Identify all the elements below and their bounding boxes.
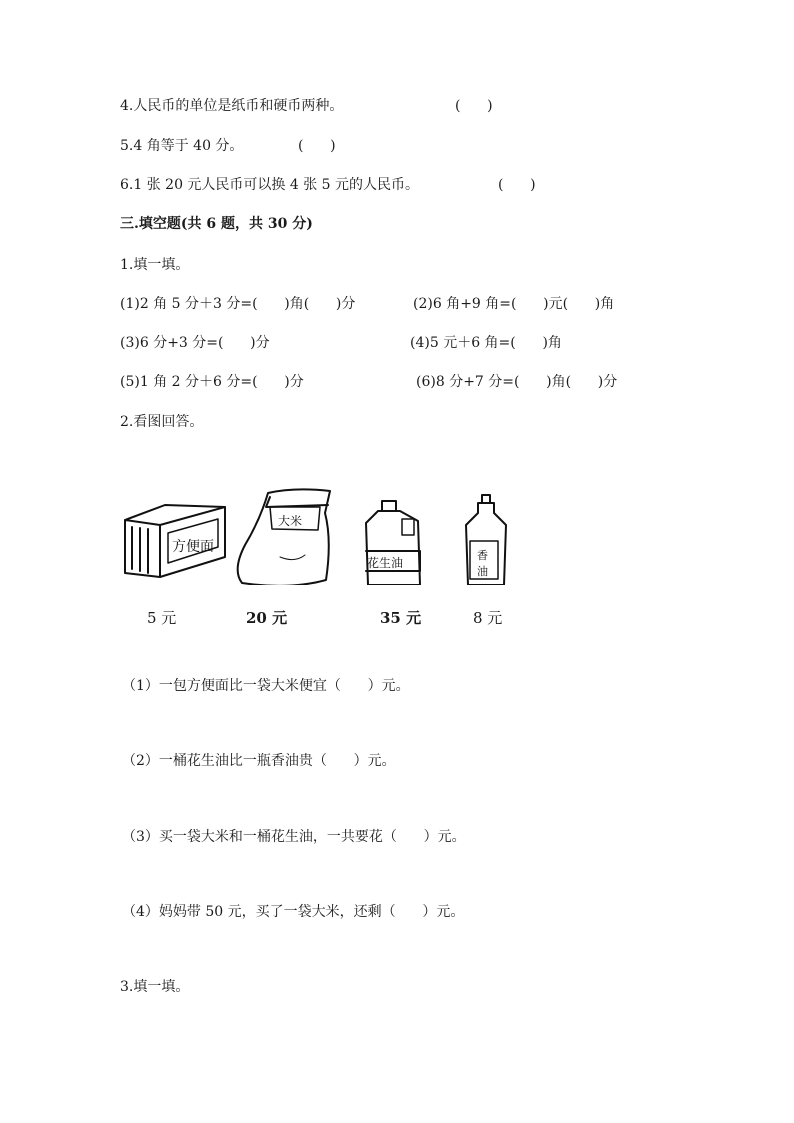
fill-item-2: (2)6 角+9 角=( )元( )角 (413, 296, 615, 312)
fill-item-5: (5)1 角 2 分＋6 分=( )分 (120, 374, 304, 390)
svg-text:花生油: 花生油 (367, 556, 404, 570)
instant-noodles-icon (125, 505, 225, 577)
svg-text:方便面: 方便面 (172, 539, 214, 555)
price-instant-noodles: 5 元 (147, 609, 177, 627)
sesame-oil-icon (466, 495, 506, 585)
price-peanut-oil: 35 元 (380, 609, 422, 627)
fill-item-4: (4)5 元＋6 角=( )角 (410, 335, 562, 351)
svg-text:香: 香 (477, 549, 488, 562)
sub-question-2: （2）一桶花生油比一瓶香油贵（ ）元。 (122, 753, 396, 769)
peanut-oil-icon (366, 501, 420, 585)
section-heading: 三.填空题(共 6 题，共 30 分) (120, 216, 313, 232)
price-rice: 20 元 (246, 609, 288, 627)
price-sesame-oil: 8 元 (473, 609, 503, 627)
svg-text:油: 油 (477, 565, 488, 578)
sub-question-4: （4）妈妈带 50 元，买了一袋大米，还剩（ ）元。 (122, 904, 465, 920)
fill-item-3: (3)6 分+3 分=( )分 (120, 335, 270, 351)
fill-item-1: (1)2 角 5 分＋3 分=( )角( )分 (120, 296, 356, 312)
question-1-title: 1.填一填。 (120, 257, 190, 273)
sub-question-1: （1）一包方便面比一袋大米便宜（ ）元。 (122, 678, 410, 694)
rice-bag-icon (238, 489, 330, 585)
judge-question-6: 6.1 张 20 元人民币可以换 4 张 5 元的人民币。 (120, 177, 420, 193)
question-2-title: 2.看图回答。 (120, 414, 204, 430)
judge-question-4: 4.人民币的单位是纸币和硬币两种。 (120, 98, 344, 114)
sub-question-3: （3）买一袋大米和一桶花生油，一共要花（ ）元。 (122, 829, 466, 845)
answer-blank[interactable]: ( ) (298, 138, 336, 154)
question-3-title: 3.填一填。 (120, 979, 190, 995)
answer-blank[interactable]: ( ) (498, 177, 536, 193)
answer-blank[interactable]: ( ) (455, 98, 493, 114)
fill-item-6: (6)8 分+7 分=( )角( )分 (416, 374, 618, 390)
svg-text:大米: 大米 (278, 514, 303, 528)
product-illustrations (120, 485, 540, 585)
judge-question-5: 5.4 角等于 40 分。 (120, 138, 244, 154)
